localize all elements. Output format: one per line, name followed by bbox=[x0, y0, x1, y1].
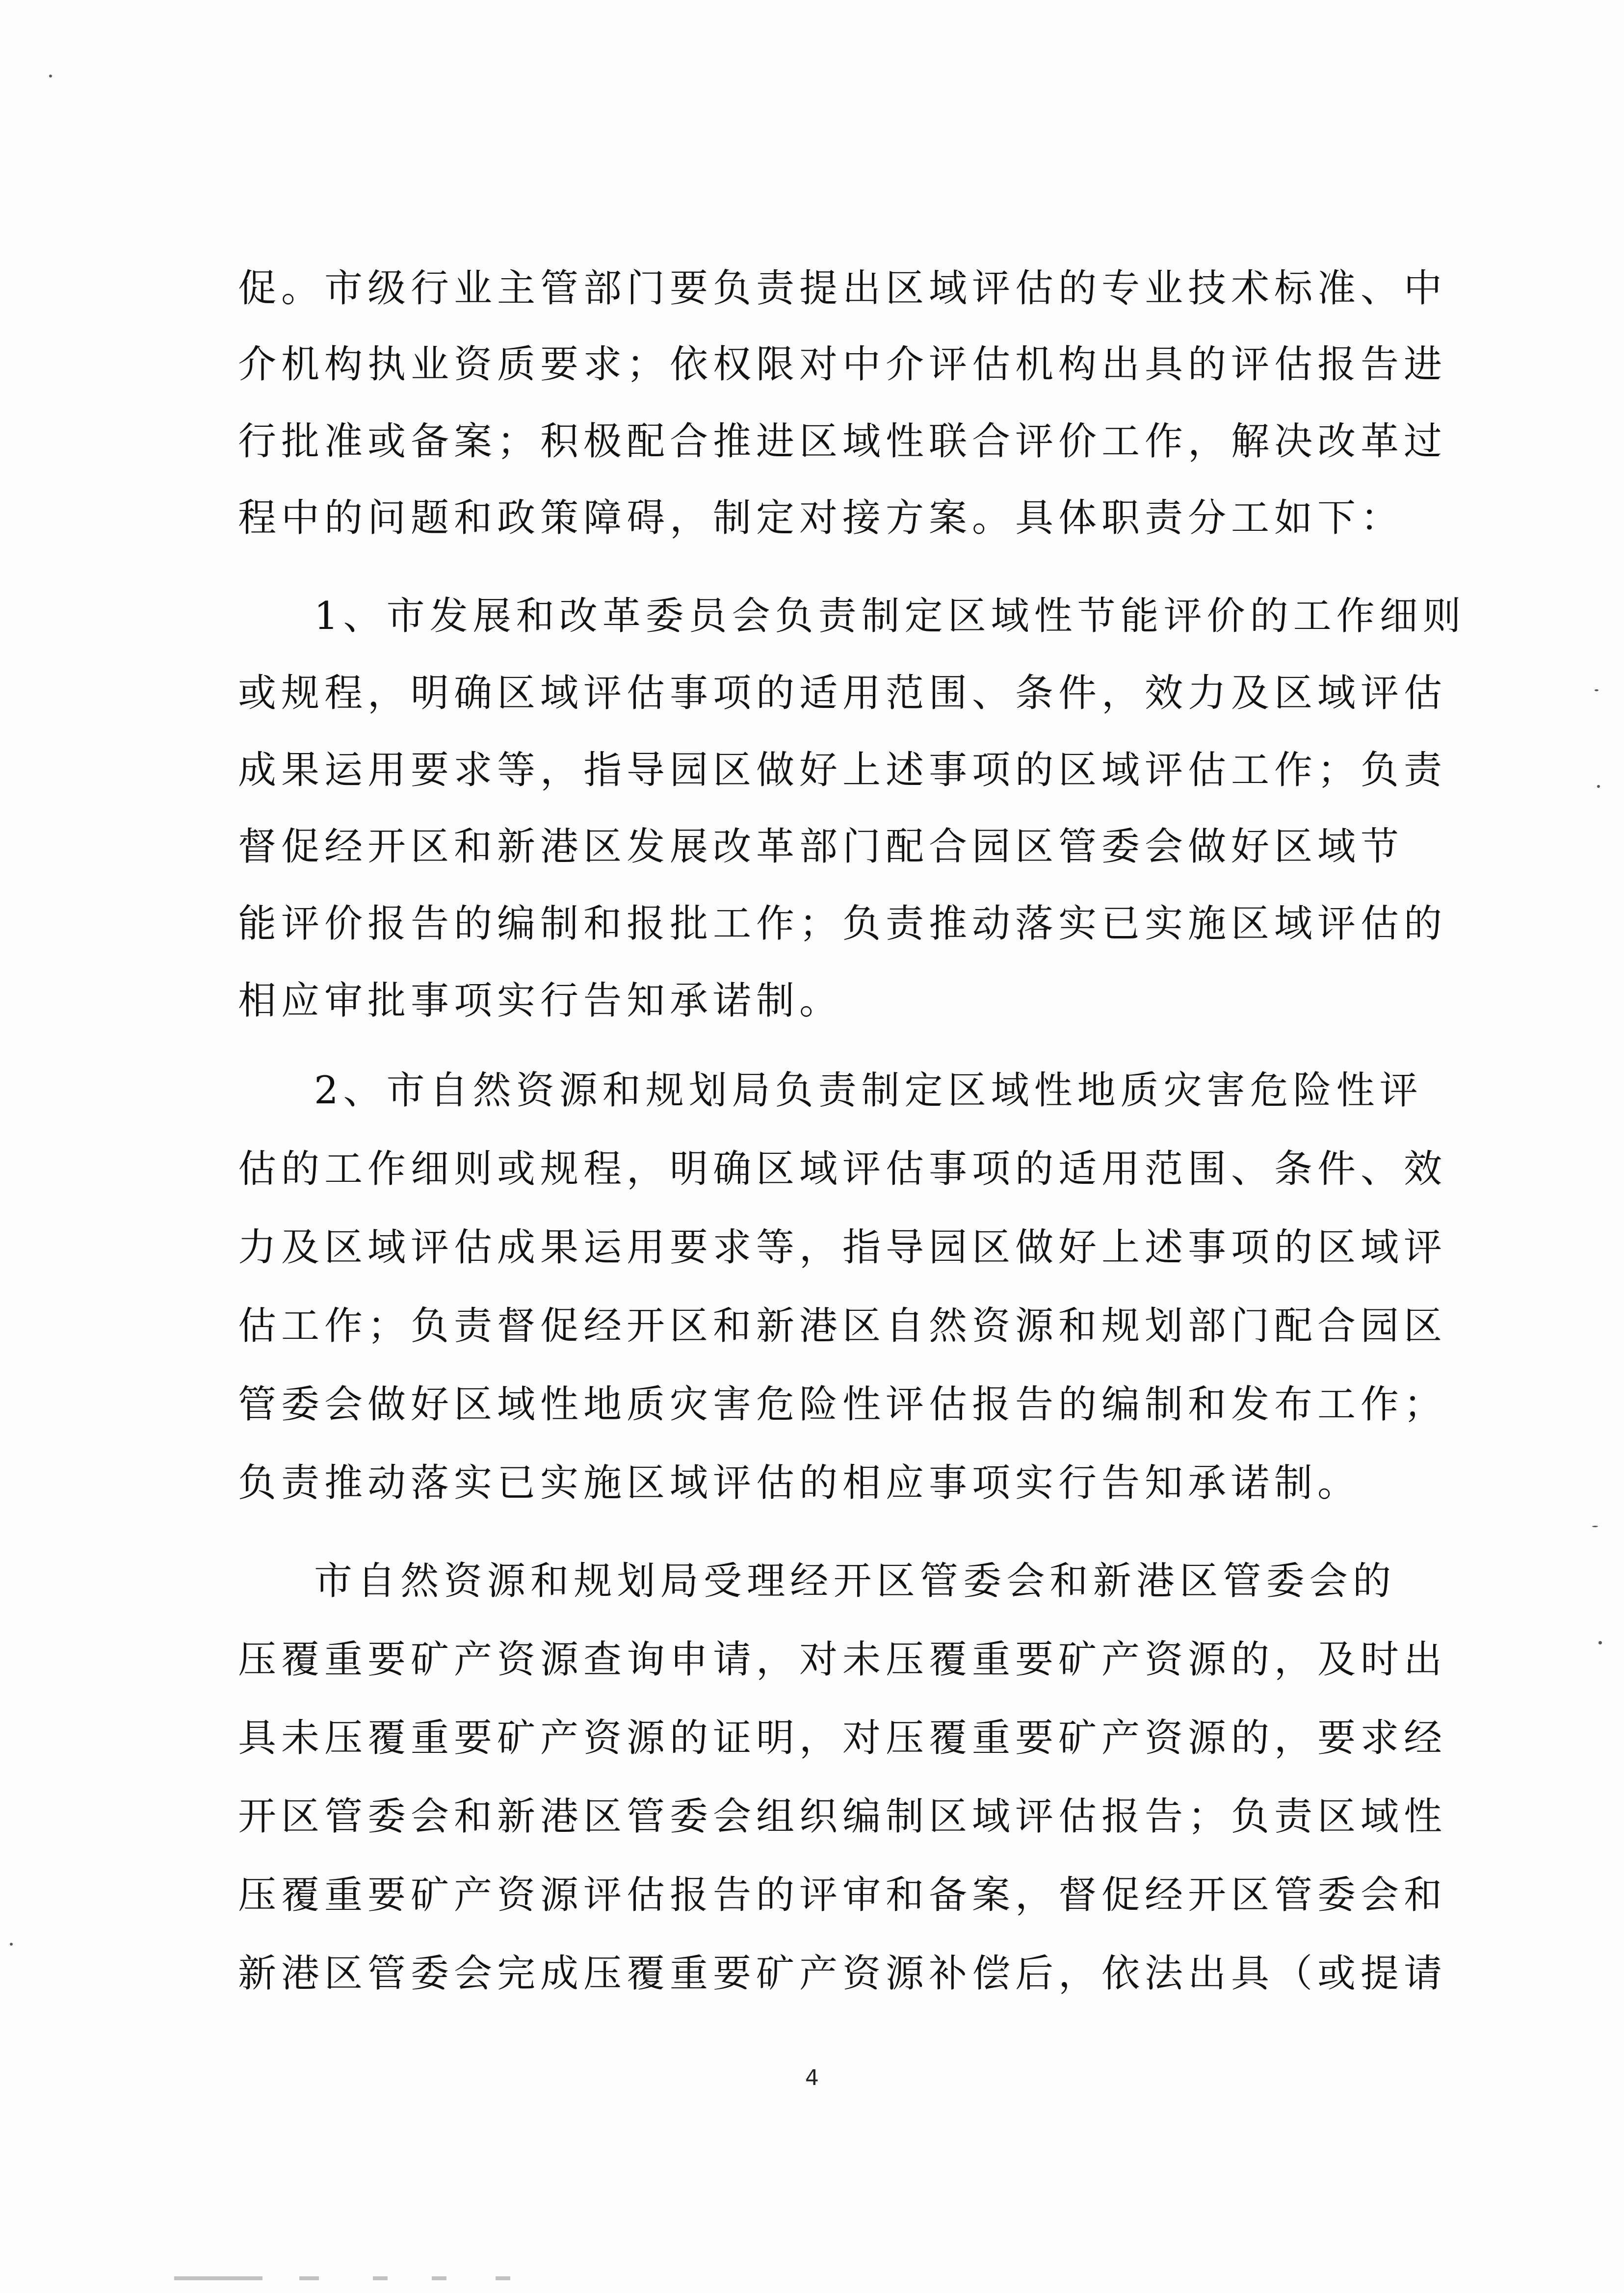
scan-speck bbox=[49, 75, 52, 78]
text-line: 负责推动落实已实施区域评估的相应事项实行告知承诺制。 bbox=[238, 1461, 1361, 1505]
text-line: 行批准或备案；积极配合推进区域性联合评价工作，解决改革过 bbox=[238, 419, 1447, 464]
text-line: 成果运用要求等，指导园区做好上述事项的区域评估工作；负责 bbox=[238, 748, 1447, 792]
text-line: 2、市自然资源和规划局负责制定区域性地质灾害危险性评 bbox=[314, 1068, 1423, 1113]
scan-speck bbox=[10, 1943, 13, 1946]
scan-speck bbox=[1595, 689, 1598, 691]
scan-speck bbox=[1592, 1526, 1598, 1527]
text-line: 压覆重要矿产资源评估报告的评审和备案，督促经开区管委会和 bbox=[238, 1873, 1447, 1917]
text-line: 开区管委会和新港区管委会组织编制区域评估报告；负责区域性 bbox=[238, 1795, 1447, 1839]
text-line: 管委会做好区域性地质灾害危险性评估报告的编制和发布工作； bbox=[238, 1382, 1447, 1427]
text-line: 或规程，明确区域评估事项的适用范围、条件，效力及区域评估 bbox=[238, 671, 1447, 715]
text-line: 1、市发展和改革委员会负责制定区域性节能评价的工作细则 bbox=[314, 594, 1466, 638]
scan-smudge bbox=[174, 2276, 262, 2280]
text-line: 具未压覆重要矿产资源的证明，对压覆重要矿产资源的，要求经 bbox=[238, 1716, 1447, 1760]
scan-smudge bbox=[432, 2276, 446, 2280]
text-line: 力及区域评估成果运用要求等，指导园区做好上述事项的区域评 bbox=[238, 1225, 1447, 1270]
text-line: 能评价报告的编制和报批工作；负责推动落实已实施区域评估的 bbox=[238, 902, 1447, 946]
text-line: 相应审批事项实行告知承诺制。 bbox=[238, 979, 843, 1023]
text-line: 市自然资源和规划局受理经开区管委会和新港区管委会的 bbox=[314, 1559, 1396, 1603]
text-line: 督促经开区和新港区发展改革部门配合园区管委会做好区域节 bbox=[238, 825, 1404, 869]
text-line: 程中的问题和政策障碍，制定对接方案。具体职责分工如下： bbox=[238, 496, 1404, 540]
text-line: 压覆重要矿产资源查询申请，对未压覆重要矿产资源的，及时出 bbox=[238, 1638, 1447, 1682]
text-line: 促。市级行业主管部门要负责提出区域评估的专业技术标准、中 bbox=[238, 266, 1447, 311]
scan-speck bbox=[1598, 1641, 1602, 1644]
text-line: 新港区管委会完成压覆重要矿产资源补偿后，依法出具（或提请 bbox=[238, 1952, 1447, 1996]
text-line: 介机构执业资质要求；依权限对中介评估机构出具的评估报告进 bbox=[238, 342, 1447, 387]
scan-smudge bbox=[496, 2276, 510, 2280]
text-line: 估工作；负责督促经开区和新港区自然资源和规划部门配合园区 bbox=[238, 1304, 1447, 1348]
page-number: 4 bbox=[805, 2065, 819, 2090]
scan-speck bbox=[1597, 785, 1600, 788]
scan-smudge bbox=[299, 2276, 319, 2280]
scan-smudge bbox=[373, 2276, 388, 2280]
text-line: 估的工作细则或规程，明确区域评估事项的适用范围、条件、效 bbox=[238, 1147, 1447, 1191]
